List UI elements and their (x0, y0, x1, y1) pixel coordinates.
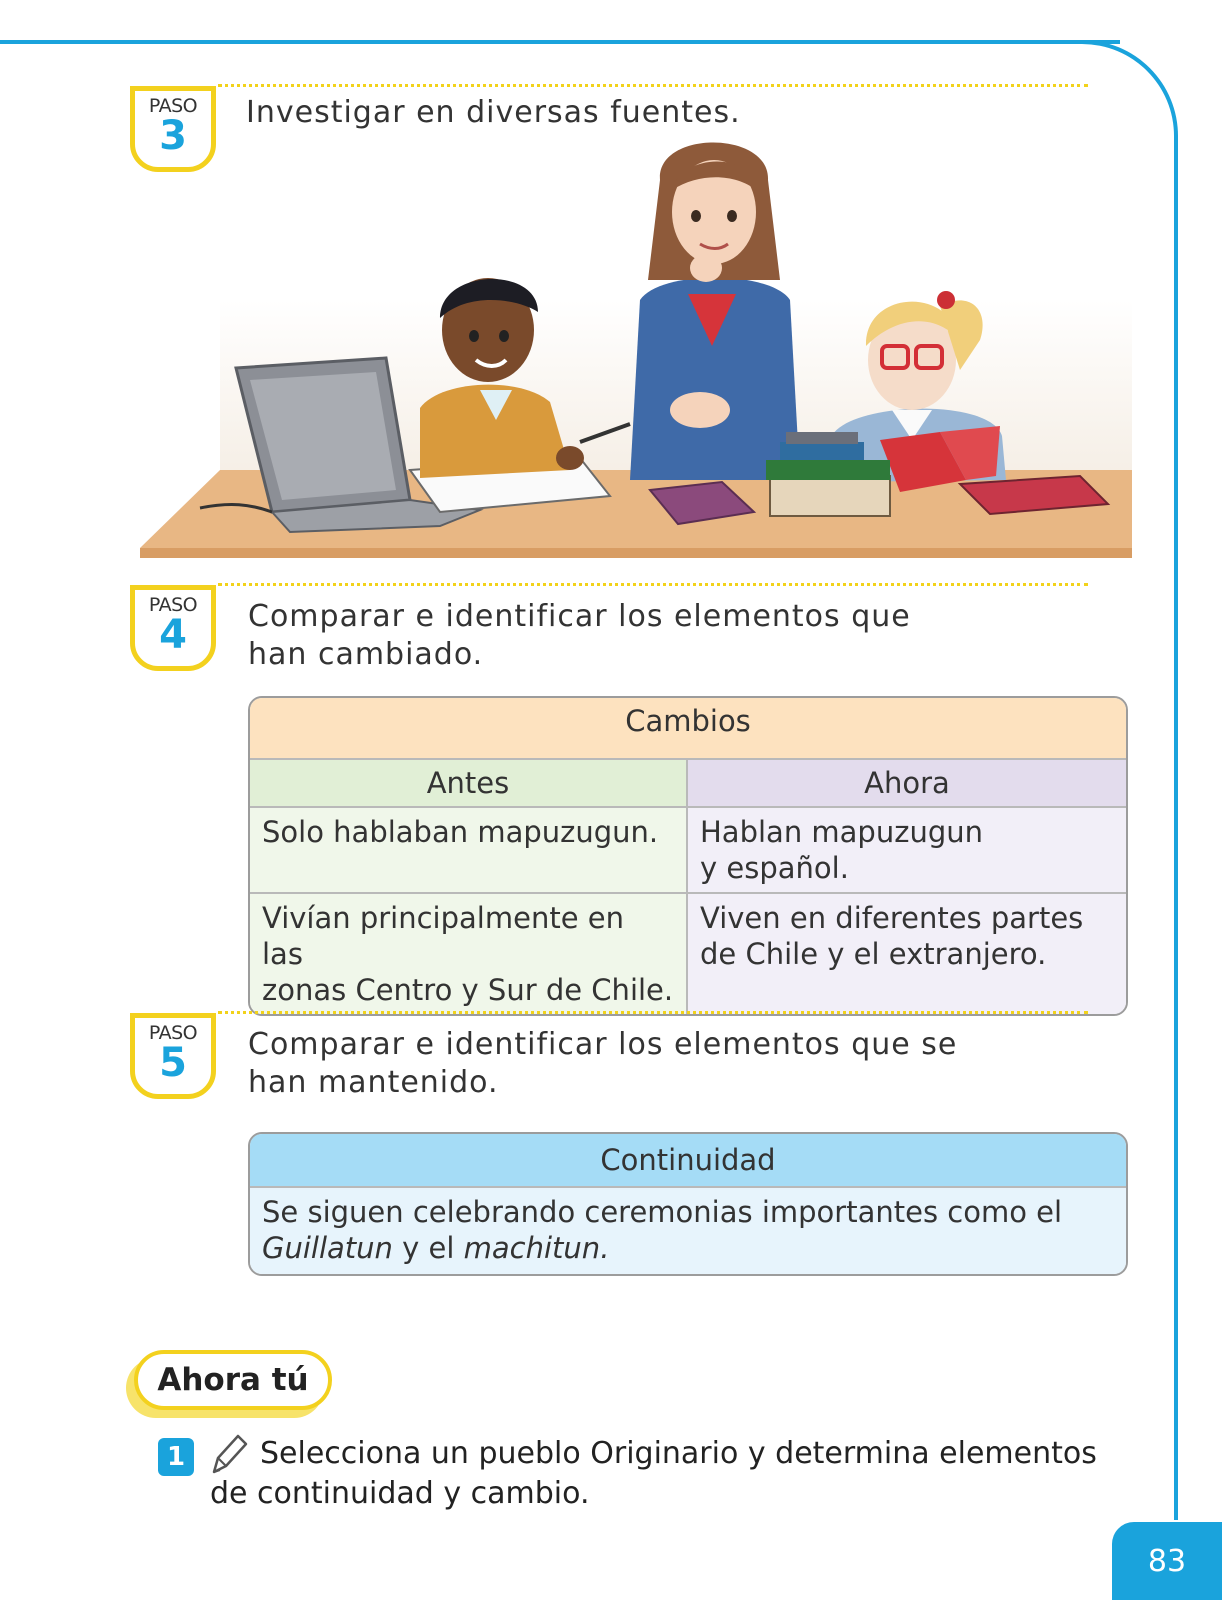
page-frame-top (0, 40, 1120, 44)
table-cell (250, 894, 688, 1014)
term-machitun: machitun. (463, 1231, 610, 1265)
step-number: 5 (159, 1040, 187, 1086)
step-3-text: Investigar en diversas fuentes. (246, 95, 741, 130)
step-5-text-line2: han mantenido. (248, 1065, 499, 1100)
table-row (250, 808, 1126, 894)
column-header-ahora: Ahora (688, 760, 1126, 808)
table-cell (250, 1188, 1126, 1274)
question-text: Selecciona un pueblo Originario y determina elementos de continuidad y cambio. (210, 1436, 1097, 1511)
table-row (250, 894, 1126, 1014)
table-cell (250, 808, 688, 894)
step-divider (218, 583, 1088, 586)
cell-line: y español. (700, 851, 849, 885)
page-number: 83 (1112, 1522, 1222, 1600)
continuidad-line2 (262, 1230, 1114, 1266)
step-number: 3 (159, 113, 187, 159)
step-badge-4 (130, 585, 216, 671)
page-frame-right (1174, 150, 1178, 1520)
cell-line: zonas Centro y Sur de Chile. (262, 973, 674, 1007)
cambios-table (248, 696, 1128, 1016)
step-4-text-line2: han cambiado. (248, 637, 484, 672)
teacher-illustration (630, 143, 800, 481)
step-number: 4 (159, 612, 187, 658)
column-header-antes: Antes (250, 760, 688, 808)
cell-line: Viven en diferentes partes (700, 901, 1084, 935)
continuidad-table (248, 1132, 1128, 1276)
term-guillatun: Guillatun (262, 1231, 393, 1265)
table-cell (688, 808, 1126, 894)
connector-text: y el (402, 1231, 455, 1265)
cell-line: Vivían principalmente en las (262, 901, 624, 971)
step-divider (218, 84, 1088, 87)
step-label: PASO (148, 1022, 198, 1044)
step-5-text-line1: Comparar e identificar los elementos que se (248, 1027, 958, 1062)
step-label: PASO (148, 594, 198, 616)
continuidad-title: Continuidad (250, 1134, 1126, 1188)
classroom-illustration (140, 140, 1132, 560)
continuidad-line1: Se siguen celebrando ceremonias importantes como el (262, 1195, 1063, 1229)
step-divider (218, 1011, 1088, 1014)
step-4-text-line1: Comparar e identificar los elementos que (248, 599, 911, 634)
step-badge-5 (130, 1013, 216, 1099)
table-cell (688, 894, 1126, 1014)
step-4-text (248, 598, 911, 674)
ahora-tu-header: Ahora tú (134, 1350, 332, 1410)
cell-line: Hablan mapuzugun (700, 815, 983, 849)
question-number-badge: 1 (158, 1438, 194, 1476)
step-label: PASO (148, 95, 198, 117)
cell-line: de Chile y el extranjero. (700, 937, 1047, 971)
cell-line: Solo hablaban mapuzugun. (262, 815, 659, 849)
cambios-title: Cambios (250, 698, 1126, 760)
step-5-text (248, 1026, 957, 1102)
